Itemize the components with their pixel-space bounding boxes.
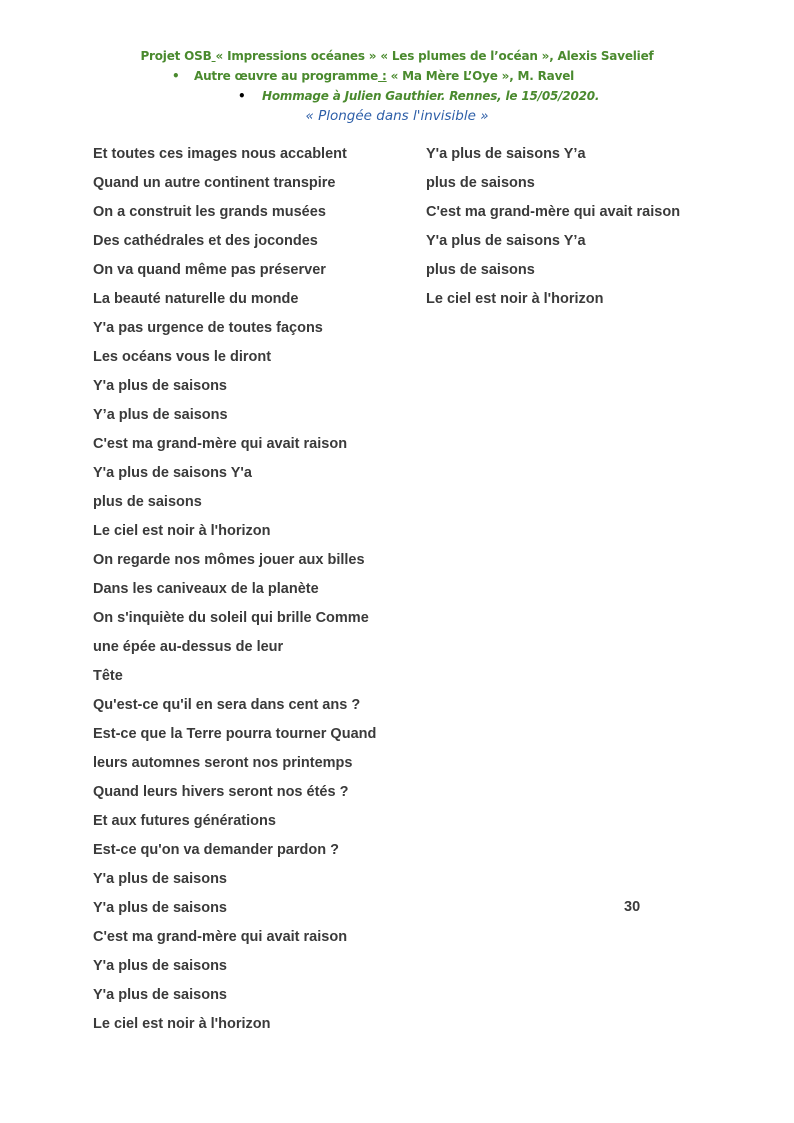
lyrics-right-column — [426, 145, 746, 319]
page-subtitle: « Plongée dans l'invisible » — [305, 108, 489, 124]
lyric-line: On regarde nos mômes jouer aux billes — [93, 552, 365, 568]
lyric-line: C'est ma grand-mère qui avait raison — [426, 204, 681, 220]
lyric-line: Y’a plus de saisons — [93, 407, 228, 423]
lyric-line: Le ciel est noir à l'horizon — [426, 291, 604, 307]
lyric-line: Y'a plus de saisons Y’a — [426, 233, 586, 249]
lyric-line: La beauté naturelle du monde — [93, 291, 299, 307]
lyric-line: Y'a plus de saisons — [93, 958, 227, 974]
lyric-line: Y'a plus de saisons Y'a — [93, 465, 252, 481]
bullet-icon: • — [172, 69, 180, 83]
lyric-line: On a construit les grands musées — [93, 204, 326, 220]
lyric-line: Y'a pas urgence de toutes façons — [93, 320, 323, 336]
lyric-line: Dans les caniveaux de la planète — [93, 581, 319, 597]
lyric-line: plus de saisons — [426, 175, 535, 191]
lyric-line: Des cathédrales et des jocondes — [93, 233, 318, 249]
header-project-label: Projet OSB — [140, 49, 212, 63]
lyric-line: Est-ce que la Terre pourra tourner Quand — [93, 726, 377, 742]
lyric-line: leurs automnes seront nos printemps — [93, 755, 353, 771]
header-project-line — [0, 49, 794, 63]
lyric-line: Y'a plus de saisons — [93, 378, 227, 394]
lyric-line: Est-ce qu'on va demander pardon ? — [93, 842, 339, 858]
lyric-line: Y'a plus de saisons Y’a — [426, 146, 586, 162]
lyric-line: C'est ma grand-mère qui avait raison — [93, 929, 348, 945]
header-tribute-text: Hommage à Julien Gauthier. Rennes, le 15/05/2020. — [262, 89, 600, 103]
lyric-line: Et toutes ces images nous accablent — [93, 146, 347, 162]
header-program-work: « Ma Mère L’Oye », M. Ravel — [386, 69, 575, 83]
header-project-title: « Impressions océanes » « Les plumes de l’océan », Alexis Savelief — [215, 49, 654, 63]
lyric-line: Quand un autre continent transpire — [93, 175, 336, 191]
header-program-label: Autre œuvre au programme — [194, 69, 379, 83]
lyric-line: Tête — [93, 668, 123, 684]
lyric-line: Quand leurs hivers seront nos étés ? — [93, 784, 349, 800]
lyric-line: Qu'est-ce qu'il en sera dans cent ans ? — [93, 697, 361, 713]
page-number: 30 — [624, 899, 641, 915]
lyric-line: Y'a plus de saisons — [93, 987, 227, 1003]
lyric-line: On va quand même pas préserver — [93, 262, 326, 278]
lyric-line: Y'a plus de saisons — [93, 900, 227, 916]
lyric-line: Le ciel est noir à l'horizon — [93, 1016, 271, 1032]
lyric-line: On s'inquiète du soleil qui brille Comme — [93, 610, 369, 626]
lyric-line: plus de saisons — [426, 262, 535, 278]
lyric-line: Et aux futures générations — [93, 813, 276, 829]
lyric-line: plus de saisons — [93, 494, 202, 510]
lyric-line: C'est ma grand-mère qui avait raison — [93, 436, 348, 452]
lyric-line: Les océans vous le diront — [93, 349, 272, 365]
header-program-text — [194, 69, 574, 83]
lyric-line: une épée au-dessus de leur — [93, 639, 284, 655]
header-program-colon: : — [378, 69, 387, 83]
bullet-icon: • — [238, 89, 246, 103]
lyric-line: Y'a plus de saisons — [93, 871, 227, 887]
lyrics-left-column — [93, 145, 413, 1044]
lyric-line: Le ciel est noir à l'horizon — [93, 523, 271, 539]
